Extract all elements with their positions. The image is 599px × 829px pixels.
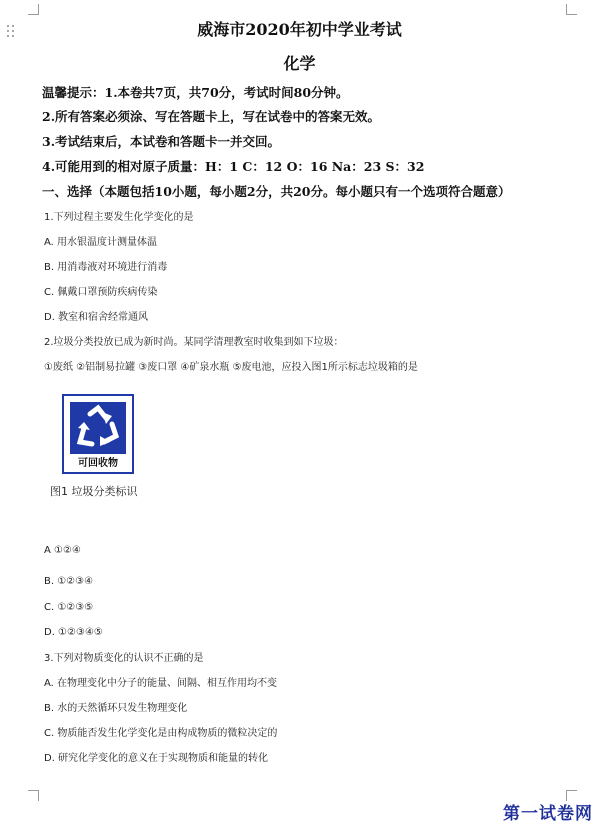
figure-caption: 图1 垃圾分类标识 (50, 485, 138, 498)
option-b: B. ①②③④ (44, 576, 94, 587)
page-corner-mark (28, 790, 39, 801)
option-d: D. 研究化学变化的意义在于实现物质和能量的转化 (44, 753, 269, 764)
page-corner-mark (28, 4, 39, 15)
option-d: D. ①②③④⑤ (44, 627, 103, 638)
option-a: A. 在物理变化中分子的能量、间隔、相互作用均不变 (44, 678, 278, 689)
option-b: B. 水的天然循环只发生物理变化 (44, 703, 188, 714)
option-b: B. 用消毒液对环境进行消毒 (44, 262, 168, 273)
option-a: A. 用水银温度计测量体温 (44, 237, 158, 248)
note-line-1: 温馨提示：1.本卷共7页，共70分，考试时间80分钟。 (42, 85, 349, 100)
recycle-sign (62, 394, 134, 474)
note-line-4: 4.可能用到的相对原子质量：H：1 C：12 O：16 Na：23 S：32 (42, 159, 425, 174)
recycle-icon (70, 402, 126, 454)
option-d: D. 教室和宿舍经常通风 (44, 312, 149, 323)
question-stem: 2.垃圾分类投放已成为新时尚。某同学清理教室时收集到如下垃圾： (44, 337, 344, 348)
exam-subject: 化学 (283, 54, 316, 73)
option-a: A ①②④ (44, 545, 81, 556)
question-stem: 3.下列对物质变化的认识不正确的是 (44, 653, 204, 664)
exam-title: 威海市2020年初中学业考试 (197, 20, 402, 39)
page-corner-mark (566, 4, 577, 15)
option-c: C. ①②③⑤ (44, 602, 94, 613)
question-stem: 1.下列过程主要发生化学变化的是 (44, 212, 194, 223)
section-heading: 一、选择（本题包括10小题，每小题2分，共20分。每小题只有一个选项符合题意） (42, 184, 511, 199)
site-watermark: 第一试卷网 (503, 804, 593, 824)
recycle-label: 可回收物 (78, 458, 118, 469)
question-items: ①废纸 ②铝制易拉罐 ③废口罩 ④矿泉水瓶 ⑤废电池，应投入图1所示标志垃圾箱的是 (44, 362, 418, 373)
note-line-2: 2.所有答案必须涂、写在答题卡上，写在试卷中的答案无效。 (42, 109, 381, 124)
option-c: C. 物质能否发生化学变化是由构成物质的微粒决定的 (44, 728, 278, 739)
note-line-3: 3.考试结束后，本试卷和答题卡一并交回。 (42, 134, 281, 149)
option-c: C. 佩戴口罩预防疾病传染 (44, 287, 158, 298)
